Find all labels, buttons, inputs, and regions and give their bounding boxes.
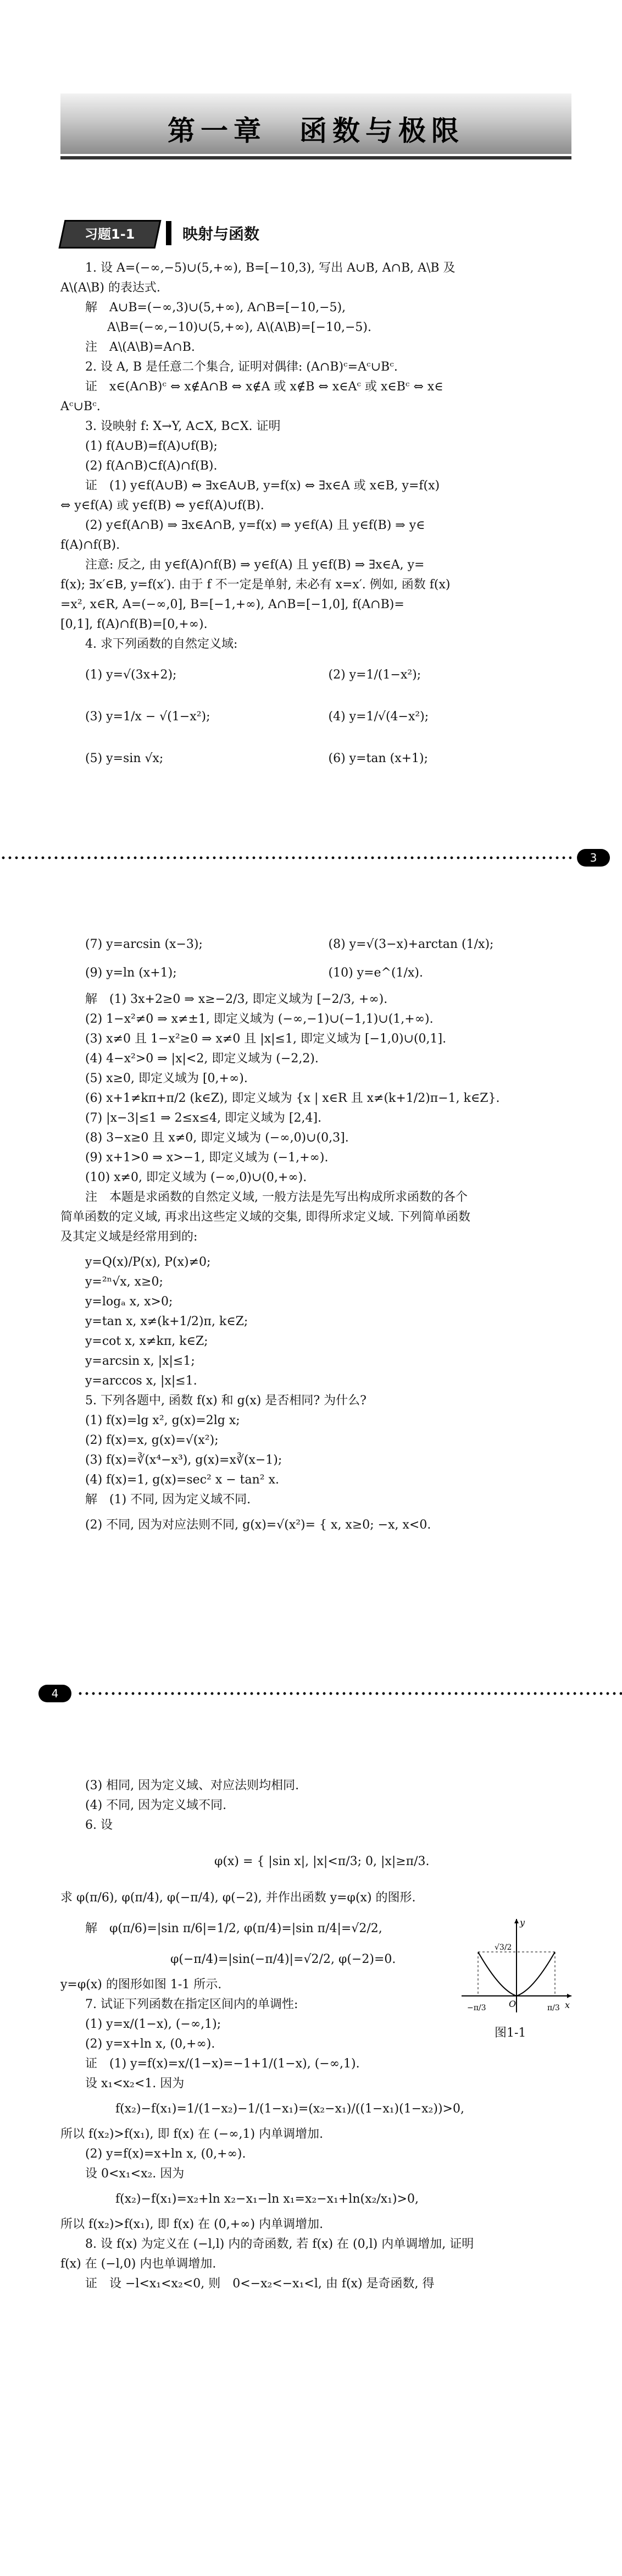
function-row [60, 665, 571, 685]
page-1 [0, 0, 622, 880]
tick-left: −π/3 [467, 2004, 486, 2012]
dotted-rule [0, 856, 571, 859]
text-line: y=Q(x)/P(x), P(x)≠0; [85, 1255, 211, 1269]
text-line: 注 本题是求函数的自然定义域, 一般方法是先写出构成所求函数的各个 [85, 1190, 468, 1204]
function-item: (9) y=ln (x+1); [85, 966, 177, 980]
x-label: x [565, 2000, 570, 2010]
text-line: (1) y=x/(1−x), (−∞,1); [85, 2017, 221, 2031]
text-line: (1) f(A∪B)=f(A)∪f(B); [85, 439, 218, 453]
text-line: (3) 相同, 因为定义域、对应法则均相同. [85, 1779, 299, 1792]
section-separator [166, 221, 171, 245]
text-line: f(x₂)−f(x₁)=1/(1−x₂)−1/(1−x₁)=(x₂−x₁)/((1−x₁)(1−x₂))>0, [115, 2102, 464, 2116]
text-line: 解 (1) 3x+2≥0 ⇒ x≥−2/3, 即定义域为 [−2/3, +∞). [85, 992, 388, 1006]
text-line: 7. 试证下列函数在指定区间内的单调性: [85, 1998, 298, 2011]
section-title: 映射与函数 [182, 225, 260, 243]
text-line: 证 (1) y=f(x)=x/(1−x)=−1+1/(1−x), (−∞,1). [85, 2057, 360, 2071]
text-line: A\B=(−∞,−10)∪(5,+∞), A\(A\B)=[−10,−5). [107, 321, 371, 334]
function-item: (2) y=1/(1−x²); [328, 668, 421, 682]
text-line: 证 (1) y∈f(A∪B) ⇔ ∃x∈A∪B, y=f(x) ⇔ ∃x∈A 或 x∈B, y=f(x) [85, 479, 440, 493]
function-item: (1) y=√(3x+2); [85, 668, 177, 682]
text-line: (4) 不同, 因为定义域不同. [85, 1799, 227, 1812]
function-row [60, 707, 571, 727]
function-item: (5) y=sin √x; [85, 752, 164, 765]
function-row [60, 963, 571, 983]
text-line: f(x); ∃x′∈B, y=f(x′). 由于 f 不一定是单射, 未必有 x=x′. 例如, 函数 f(x) [60, 578, 451, 592]
text-line: (8) 3−x≥0 且 x≠0, 即定义域为 (−∞,0)∪(0,3]. [85, 1131, 349, 1145]
text-line: Aᶜ∪Bᶜ. [60, 400, 101, 413]
text-line: (2) y∈f(A∩B) ⇒ ∃x∈A∩B, y=f(x) ⇒ y∈f(A) 且 y∈f(B) ⇒ y∈ [85, 518, 425, 532]
page-3 [0, 1726, 622, 2576]
text-line: =x², x∈R, A=(−∞,0], B=[−1,+∞), A∩B=[−1,0], f(A∩B)= [60, 598, 404, 611]
text-line: 及其定义域是经常用到的: [60, 1230, 198, 1244]
text-line: (2) f(x)=x, g(x)=√(x²); [85, 1433, 219, 1447]
text-line: y=²ⁿ√x, x≥0; [85, 1275, 163, 1289]
text-line: [0,1], f(A)∩f(B)=[0,+∞). [60, 617, 208, 631]
function-row [60, 749, 571, 769]
text-line: φ(−π/4)=|sin(−π/4)|=√2/2, φ(−2)=0. [170, 1952, 396, 1966]
text-line: φ(x) = { |sin x|, |x|<π/3; 0, |x|≥π/3. [214, 1855, 430, 1868]
text-line: (2) y=x+ln x, (0,+∞). [85, 2037, 215, 2051]
function-item: (10) y=e^(1/x). [328, 966, 423, 980]
text-line: 5. 下列各题中, 函数 f(x) 和 g(x) 是否相同? 为什么? [85, 1394, 366, 1408]
text-line: 注意: 反之, 由 y∈f(A)∩f(B) ⇒ y∈f(A) 且 y∈f(B) ⇒ ∃x∈A, y= [85, 558, 425, 572]
text-line: 解 φ(π/6)=|sin π/6|=1/2, φ(π/4)=|sin π/4|=√2/2, [85, 1922, 382, 1935]
page-2 [0, 880, 622, 1726]
text-line: (4) 4−x²>0 ⇒ |x|<2, 即定义域为 (−2,2). [85, 1052, 319, 1066]
text-line: 4. 求下列函数的自然定义域: [85, 637, 238, 651]
text-line: 设 x₁<x₂<1. 因为 [85, 2077, 185, 2090]
text-line: ⇔ y∈f(A) 或 y∈f(B) ⇔ y∈f(A)∪f(B). [60, 499, 264, 512]
text-line: A\(A\B) 的表达式. [60, 281, 160, 295]
tick-top: √3/2 [495, 1943, 512, 1952]
chapter-title: 第一章 函数与极限 [168, 115, 464, 147]
text-line: 简单函数的定义域, 再求出这些定义域的交集, 即得所求定义域. 下列简单函数 [60, 1210, 470, 1224]
page-number: 3 [577, 849, 610, 867]
function-item: (4) y=1/√(4−x²); [328, 710, 429, 724]
text-line: (2) 不同, 因为对应法则不同, g(x)=√(x²)= { x, x≥0; −x, x<0. [85, 1518, 431, 1532]
function-item: (7) y=arcsin (x−3); [85, 937, 203, 951]
text-line: y=arcsin x, |x|≤1; [85, 1354, 195, 1368]
page-number: 4 [38, 1685, 71, 1702]
text-line: 所以 f(x₂)>f(x₁), 即 f(x) 在 (0,+∞) 内单调增加. [60, 2218, 324, 2231]
function-item: (8) y=√(3−x)+arctan (1/x); [328, 937, 494, 951]
section-header [62, 220, 567, 247]
text-line: 8. 设 f(x) 为定义在 (−l,l) 内的奇函数, 若 f(x) 在 (0,l) 内单调增加, 证明 [85, 2237, 474, 2251]
text-line: (2) 1−x²≠0 ⇒ x≠±1, 即定义域为 (−∞,−1)∪(−1,1)∪(1,+∞). [85, 1012, 434, 1026]
text-line: (10) x≠0, 即定义域为 (−∞,0)∪(0,+∞). [85, 1171, 307, 1184]
text-line: y=cot x, x≠kπ, k∈Z; [85, 1334, 208, 1348]
text-line: 注 A\(A\B)=A∩B. [85, 340, 195, 354]
text-line: 解 A∪B=(−∞,3)∪(5,+∞), A∩B=[−10,−5), [85, 301, 346, 315]
page-3-content [60, 1776, 571, 2294]
function-item: (6) y=tan (x+1); [328, 752, 429, 765]
page-1-content [60, 258, 571, 769]
text-line: (4) f(x)=1, g(x)=sec² x − tan² x. [85, 1473, 279, 1487]
text-line: 1. 设 A=(−∞,−5)∪(5,+∞), B=[−10,3), 写出 A∪B, A∩B, A\B 及 [85, 261, 456, 275]
text-line: y=arccos x, |x|≤1. [85, 1374, 197, 1388]
text-line: f(x) 在 (−l,0) 内也单调增加. [60, 2257, 216, 2271]
text-line: 设 0<x₁<x₂. 因为 [85, 2167, 185, 2181]
text-line: (3) x≠0 且 1−x²≥0 ⇒ x≠0 且 |x|≤1, 即定义域为 [−1,0)∪(0,1]. [85, 1032, 447, 1046]
text-line: 证 x∈(A∩B)ᶜ ⇔ x∉A∩B ⇔ x∉A 或 x∉B ⇔ x∈Aᶜ 或 x∈Bᶜ ⇔ x∈ [85, 380, 443, 394]
text-line: (7) |x−3|≤1 ⇒ 2≤x≤4, 即定义域为 [2,4]. [85, 1111, 322, 1125]
text-line: y=tan x, x≠(k+1/2)π, k∈Z; [85, 1315, 248, 1328]
y-label: y [520, 1917, 525, 1928]
text-line: (5) x≥0, 即定义域为 [0,+∞). [85, 1072, 248, 1085]
text-line: f(x₂)−f(x₁)=x₂+ln x₂−x₁−ln x₁=x₂−x₁+ln(x₂/x₁)>0, [115, 2192, 419, 2206]
text-line: 3. 设映射 f: X→Y, A⊂X, B⊂X. 证明 [85, 420, 281, 433]
dotted-rule [77, 1692, 622, 1695]
page-footer [0, 1683, 622, 1705]
text-line: 证 设 −l<x₁<x₂<0, 则 0<−x₂<−x₁<l, 由 f(x) 是奇函数, 得 [85, 2277, 435, 2291]
text-line: y=logₐ x, x>0; [85, 1295, 173, 1309]
text-line: 2. 设 A, B 是任意二个集合, 证明对偶律: (A∩B)ᶜ=Aᶜ∪Bᶜ. [85, 360, 398, 374]
text-line: 所以 f(x₂)>f(x₁), 即 f(x) 在 (−∞,1) 内单调增加. [60, 2127, 324, 2141]
chapter-banner [60, 93, 571, 154]
section-tag: 习题1-1 [58, 220, 161, 249]
text-line: (2) y=f(x)=x+ln x, (0,+∞). [85, 2147, 246, 2161]
text-line: y=φ(x) 的图形如图 1-1 所示. [60, 1978, 222, 1992]
text-line: (1) f(x)=lg x², g(x)=2lg x; [85, 1414, 240, 1427]
text-line: (3) f(x)=∛(x⁴−x³), g(x)=x∛(x−1); [85, 1453, 282, 1467]
text-line: f(A)∩f(B). [60, 538, 120, 552]
text-line: 求 φ(π/6), φ(π/4), φ(−π/4), φ(−2), 并作出函数 y=φ(x) 的图形. [60, 1891, 416, 1905]
text-line: 解 (1) 不同, 因为定义域不同. [85, 1493, 251, 1507]
text-line: (2) f(A∩B)⊂f(A)∩f(B). [85, 459, 218, 473]
origin-label: O [509, 1999, 517, 2009]
text-line: (6) x+1≠kπ+π/2 (k∈Z), 即定义域为 {x | x∈R 且 x≠(k+1/2)π−1, k∈Z}. [85, 1091, 500, 1105]
function-row [60, 935, 571, 955]
figure-caption: 图1-1 [495, 2026, 526, 2040]
page-2-content [60, 935, 571, 1535]
text-line: 6. 设 [85, 1818, 113, 1832]
page-footer [0, 847, 622, 869]
function-item: (3) y=1/x − √(1−x²); [85, 710, 210, 724]
text-line: (9) x+1>0 ⇒ x>−1, 即定义域为 (−1,+∞). [85, 1151, 329, 1165]
tick-right: π/3 [547, 2004, 560, 2012]
